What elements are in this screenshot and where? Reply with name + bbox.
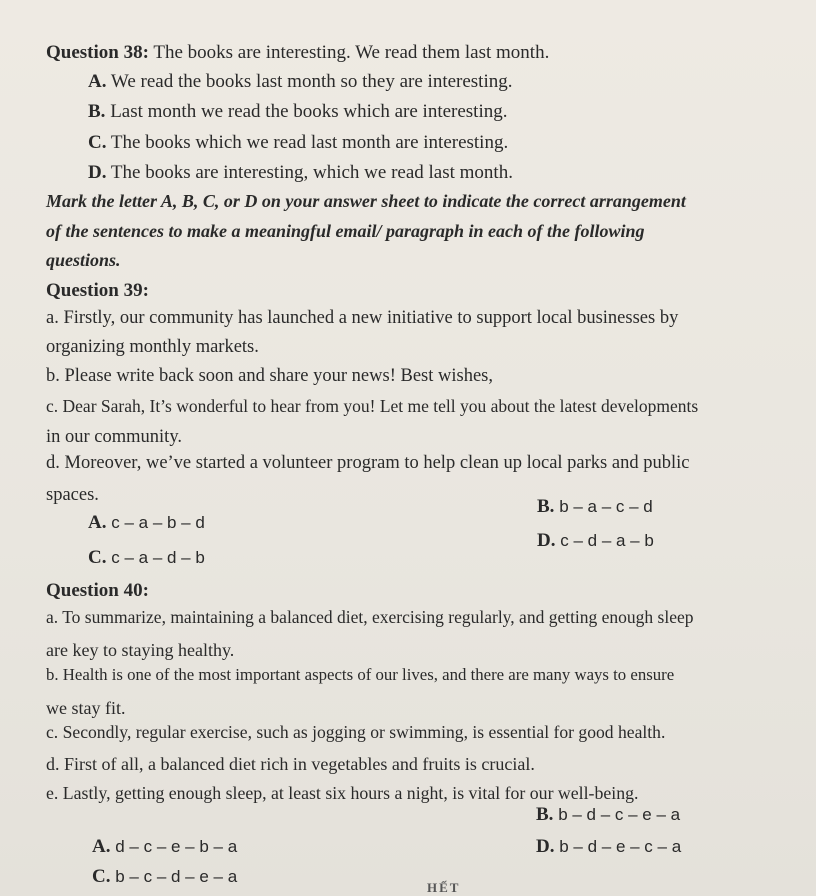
q39-option-d-letter: D. <box>537 530 556 551</box>
q39-option-c-letter: C. <box>88 547 107 568</box>
q38-option-b <box>88 101 508 123</box>
q39-sentence-d-line1: d. Moreover, we’ve started a volunteer program to help clean up local parks and public <box>46 453 690 473</box>
q38-option-a-letter: A. <box>88 71 107 92</box>
q40-sentence-a-line2: are key to staying healthy. <box>46 640 235 660</box>
q39-label: Question 39: <box>46 280 149 301</box>
q39-option-b-letter: B. <box>537 496 555 517</box>
q40-option-a-letter: A. <box>92 836 111 857</box>
q40-sentence-b-line2: we stay fit. <box>46 698 126 718</box>
q39-option-c <box>88 547 205 569</box>
q40-sentence-a-line1: a. To summarize, maintaining a balanced diet, exercising regularly, and getting enough sleep <box>46 607 694 627</box>
q40-option-d-letter: D. <box>536 836 555 857</box>
q38-option-a-text: We read the books last month so they are interesting. <box>110 71 513 92</box>
q39-option-a-letter: A. <box>88 512 107 533</box>
instruction-line-2: of the sentences to make a meaningful email/ paragraph in each of the following <box>46 221 645 241</box>
instruction-line-1: Mark the letter A, B, C, or D on your answer sheet to indicate the correct arrangement <box>46 191 686 211</box>
q39-sentence-a-line1: a. Firstly, our community has launched a new initiative to support local businesses by <box>46 308 679 328</box>
q39-option-d-text: c – d – a – b <box>560 531 654 550</box>
q38-option-b-text: Last month we read the books which are interesting. <box>110 101 508 122</box>
q40-option-a <box>92 836 237 858</box>
q40-option-b-text: b – d – c – e – a <box>558 805 681 824</box>
q38-option-d-text: The books are interesting, which we read last month. <box>110 162 513 183</box>
q40-option-b <box>536 804 680 826</box>
q40-label: Question 40: <box>46 580 149 601</box>
end-marker: HẾT <box>427 880 461 895</box>
q39-option-b <box>537 496 653 518</box>
q40-option-a-text: d – c – e – b – a <box>115 837 238 856</box>
q40-option-c <box>92 866 237 888</box>
q39-sentence-b: b. Please write back soon and share your news! Best wishes, <box>46 366 493 386</box>
q39-sentence-c-line1: c. Dear Sarah, It’s wonderful to hear from you! Let me tell you about the latest developments <box>46 396 699 416</box>
q40-option-c-letter: C. <box>92 866 111 887</box>
q40-sentence-e: e. Lastly, getting enough sleep, at least six hours a night, is vital for our well-being. <box>46 783 639 803</box>
q40-option-d <box>536 836 681 858</box>
q40-option-c-text: b – c – d – e – a <box>115 867 238 886</box>
q38-option-c-text: The books which we read last month are interesting. <box>110 132 509 153</box>
q39-option-b-text: b – a – c – d <box>559 497 653 516</box>
q39-option-c-text: c – a – d – b <box>111 548 205 567</box>
q38-option-c <box>88 132 508 154</box>
q39-sentence-a-line2: organizing monthly markets. <box>46 337 259 357</box>
q39-sentence-d-line2: spaces. <box>46 485 99 505</box>
q40-sentence-b-line1: b. Health is one of the most important aspects of our lives, and there are many ways to ensure <box>46 665 675 684</box>
q40-sentence-d: d. First of all, a balanced diet rich in vegetables and fruits is crucial. <box>46 754 535 774</box>
q38-option-a <box>88 71 513 93</box>
q39-option-a-text: c – a – b – d <box>111 513 205 532</box>
q40-sentence-c: c. Secondly, regular exercise, such as jogging or swimming, is essential for good health. <box>46 722 666 742</box>
q39-option-d <box>537 530 654 552</box>
q38-option-d-letter: D. <box>88 162 107 183</box>
q38-stem-line <box>46 42 549 64</box>
q38-option-d <box>88 162 513 184</box>
q38-option-c-letter: C. <box>88 132 107 153</box>
q39-sentence-c-line2: in our community. <box>46 427 182 447</box>
q38-stem: The books are interesting. We read them last month. <box>153 42 550 63</box>
instruction-line-3: questions. <box>46 250 121 270</box>
q38-label: Question 38: <box>46 42 149 63</box>
q39-option-a <box>88 512 205 534</box>
q40-option-b-letter: B. <box>536 804 554 825</box>
q40-option-d-text: b – d – e – c – a <box>559 837 682 856</box>
q38-option-b-letter: B. <box>88 101 106 122</box>
